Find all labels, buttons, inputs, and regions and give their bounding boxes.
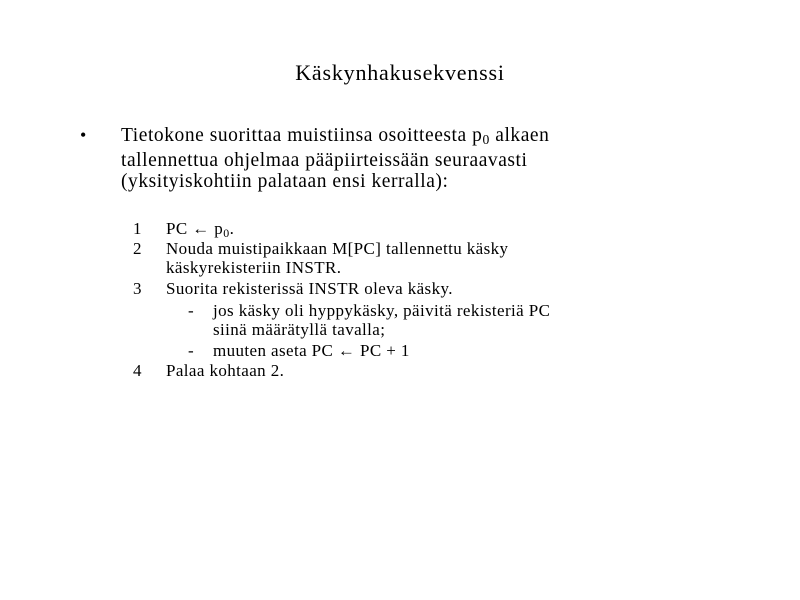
subscript: 0 — [223, 226, 230, 240]
subitem-marker: - — [188, 341, 195, 360]
subscript: 0 — [482, 132, 490, 147]
step-text-line-1: Suorita rekisterissä INSTR oleva käsky. — [166, 279, 453, 298]
bullet-line-1 — [121, 125, 761, 150]
bullet-line-1-tail: alkaen — [489, 125, 550, 146]
step-number: 1 — [133, 219, 142, 238]
step-text-line-1: Nouda muistipaikkaan M[PC] tallennettu käsky — [166, 239, 509, 258]
slide-title: Käskynhakusekvenssi — [295, 60, 505, 85]
subitem-text-line-1: jos käsky oli hyppykäsky, päivitä rekisteriä PC — [213, 301, 551, 320]
bullet-line-1-text: Tietokone suorittaa muistiinsa osoitteesta p — [121, 125, 483, 146]
step-1-period: . — [229, 219, 235, 238]
step-number: 3 — [133, 279, 142, 298]
bullet-text — [121, 125, 761, 192]
step-number: 4 — [133, 361, 142, 380]
step-text-line-1: Palaa kohtaan 2. — [166, 361, 285, 380]
bullet-line-2: tallennettua ohjelmaa pääpiirteissään seuraavasti — [121, 150, 528, 171]
subitem-text-line-2: siinä määrätyllä tavalla; — [213, 320, 386, 339]
bullet-marker: • — [80, 125, 87, 145]
bullet-line-3: (yksityiskohtiin palataan ensi kerralla): — [121, 171, 449, 192]
step-text — [166, 219, 234, 241]
step-1-text: PC ← p — [166, 219, 224, 238]
step-number: 2 — [133, 239, 142, 258]
subitem-marker: - — [188, 301, 195, 320]
subitem-text-line-1: muuten aseta PC ← PC + 1 — [213, 341, 410, 360]
step-text-line-2: käskyrekisteriin INSTR. — [166, 258, 342, 277]
